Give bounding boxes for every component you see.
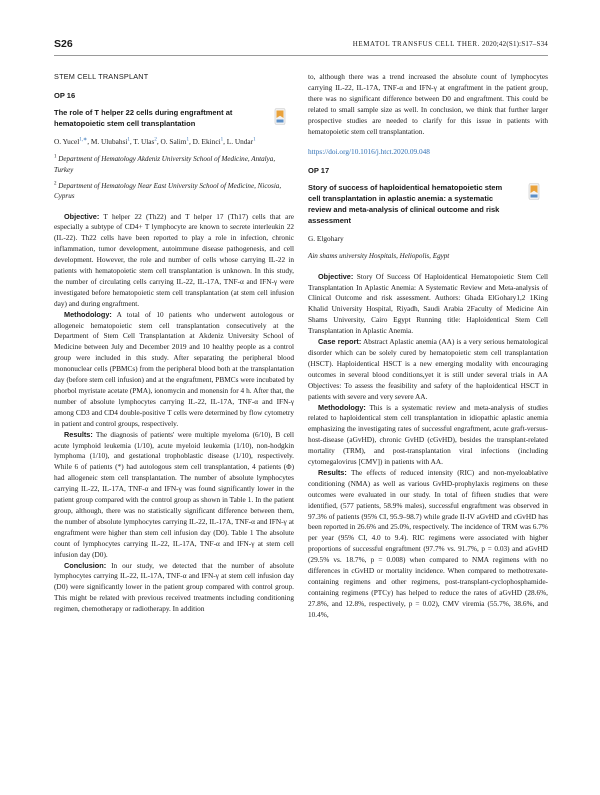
op16-title-row bbox=[54, 108, 294, 130]
author: L. Undar$^1$ bbox=[226, 137, 256, 147]
left-column bbox=[54, 72, 294, 615]
op16-objective: Objective: T helper 22 (Th22) and T helper 17 (Th17) cells that are especially a subtype of CD4+ T lymphocyte are known to secrete interleukin 22 (IL-22). Th22 cells have been reported to play a role in infection, chronic inflammation, tumor development, autoimmune disease pathogenesis, and cell development. However, the role and number of cells whose carrying IL-22 in patients with hematopoietic stem cell transplantation is unknown. In this study, the number of circulating cells carrying IL-22, IL-17A, TNF-α and IFN-γ were investigated before hematopoietic stem cell transplantation (at stem cell infusion day) and during engraftment. bbox=[54, 211, 294, 308]
op17-objective: Objective: Story Of Success Of Haploidentical Hematopoietic Stem Cell Transplantation In Aplastic Anemia: A Systematic Review and Meta-analysis of Clinical Outcome and risk assessment. Authors: Ghada ElGohary1,2 1King Khalid University Hospital, Riyadh, Saudi Arabia 2Faculty of Medicine Ain Shams University, Cairo Egypt Running title: Haploidentical Stem Cell Transplantation in Aplastic Anemia. bbox=[308, 271, 548, 336]
page-number: S26 bbox=[54, 38, 73, 50]
abstract-code-op16: OP 16 bbox=[54, 90, 76, 100]
op16-conclusion: Conclusion: In our study, we detected that the number of absolute lymphocytes carrying IL-22, IL-17A, TNF-α and IFN-γ at stem cell infusion day (D0) were significantly lower in the patient group compared with control group. This might be related with previous received treatments including conditioning regimen, chemotherapy or radiotherapy. In addition bbox=[54, 560, 294, 614]
doi-link[interactable]: https://doi.org/10.1016/j.htct.2020.09.048 bbox=[308, 147, 430, 157]
op16-methodology: Methodology: A total of 10 patients who underwent autologous or allogeneic hematopoietic stem cell transplantation consecutively at the Department of Stem Cell Transplantation at Akdeniz University School of Medicine between July and December 2019 and 10 healthy people as a control group were included in this study. After separating the peripheral blood mononuclear cells (PBMCs) from the peripheral blood both at the transplantation day (before stem cell infusion) and at the engraftment, PBMCs were incubated by phorbol myristate acetate (PMA), ionomycin and monensin for 4 h. After that, the number of absolute lymphocytes carrying IL-22, IL-17A, TNF-α and IFN-γ among CD3 and CD4 double-positive T cells were determined by flow cytometry in patient and control groups, respectively. bbox=[54, 309, 295, 428]
header-rule bbox=[54, 55, 548, 56]
op17-results: Results: The effects of reduced intensity (RIC) and non-myeloablative conditioning (NMA) as well as various GvHD-prophylaxis regimens on these outcomes were evaluated in our study. In total of fifteen studies that were identified, (577 patients, 58.9% males), successful engraftment was observed in 97.3% of patients (95% CI, 95.9–98.7) while grade II-IV aGvHD and cGvHD has been reported in 26.6% and 25.0%, respectively. The incidence of TRM was 6.7% per year (95% CI, 4.0 to 9.4). RIC regimens were associated with higher proportions of successful engraftment (97.7% vs. 91.7%, p = 0.03) and aGvHD (29.5% vs. 18.7%, p = 0.008) when compared to NMA regimens with no differences in cGvHD or mortality incidence. When compared to methotrexate-containing regimens and other regimens, post-transplant-cyclophosphamide-containing regimens (PTCy) has helped to reduce the rates of aGvHD (28.6%, 27.8%, and 12.8%, respectively, p = 0.02), CMV viremia (55.7%, 38.6%, and 10.4%, bbox=[308, 467, 548, 619]
right-column bbox=[308, 72, 548, 621]
crossmark-icon[interactable] bbox=[528, 183, 540, 200]
op17-case-report: Case report: Abstract Aplastic anemia (AA) is a very serious hematological disorder which can be solely cured by hematopoietic stem cell transplantation (HSCT). Haploidentical HSCT is a new emerging modality with encouraging outcomes in several blood conditions,yet it is still under several trials in AA Objectives: To assess the feasibility and safety of the haploidentical HSCT in patients with severe and very severe AA. bbox=[308, 337, 548, 401]
author: M. Ulubahsi$^1$, bbox=[90, 137, 134, 147]
section-heading: STEM CELL TRANSPLANT bbox=[54, 72, 149, 81]
op16-continuation: to, although there was a trend increased the absolute count of lymphocytes carrying IL-22, IL-17A, TNF-α and IFN-γ at engraftment in the patient group, there was no significant difference between D0 and engraftment. This could be related to small sample size as well. In conclusion, we think that further larger prospective studies are needed to clarify for this issue in patients with hematopoietic stem cell transplantation. bbox=[308, 72, 548, 136]
op17-methodology: Methodology: This is a systematic review and meta-analysis of studies related to haploidentical stem cell transplantation in idiopathic aplastic anemia emphasizing the investigating rates of successful engraftment, acute graft-versus-host-disease (aGvHD), chronic GvHD (cGvHD), besides the transplant-related mortality (TRM), and post-transplantation viral infections (including cytomegalovirus [CMV]) in patients with AA. bbox=[308, 402, 548, 467]
author: D. Ekinci$^1$, bbox=[192, 137, 227, 147]
author: T. Ulas$^2$, bbox=[133, 137, 161, 147]
journal-volume: 2020;42(S1):S17–S34 bbox=[481, 40, 548, 48]
journal-citation bbox=[353, 40, 548, 48]
author: O. Salim$^1$, bbox=[160, 137, 193, 147]
running-header bbox=[54, 38, 548, 52]
author: O. Yucel$^{1,∗}$, bbox=[54, 137, 91, 147]
op17-author: G. Elgohary bbox=[308, 234, 344, 244]
abstract-code-op17: OP 17 bbox=[308, 166, 330, 176]
affiliation-1: $^1$ Department of Hematology Akdeniz University School of Medicine, Antalya, Turkey bbox=[54, 154, 276, 174]
op17-title: Story of success of haploidentical hematopoietic stem cell transplantation in aplastic anemia: a systematic review and meta-analysis of clinical outcome and risk assessment bbox=[308, 183, 503, 225]
op17-title-row bbox=[308, 183, 548, 226]
op16-authors bbox=[54, 137, 294, 148]
journal-name: HEMATOL TRANSFUS CELL THER. bbox=[352, 40, 481, 48]
op16-title: The role of T helper 22 cells during engraftment at hematopoietic stem cell transplantation bbox=[54, 107, 233, 128]
op16-results: Results: The diagnosis of patients' were multiple myeloma (6/10), B cell acute lymphoid leukemia (1/10), acute myeloid leukemia (1/10), non-hodgkin lymphoma (1/10), and gestational trophoblastic disease (1/10), respectively. While 6 of patients (*) had autologous stem cell transplantation, 4 patients (Φ) had allogeneic stem cell transplantation. The number of absolute lymphocytes carrying IL-22, IL-17A, TNF-α and IFN-γ was found significantly lower in the patient group compared with the control group as shown in Table 1. In the patient group, although, there was no statistically significant difference between them, the number of absolute lymphocytes carrying IL-22, IL-17A, TNF-α and IFN-γ at engraftment were higher than stem cell infusion day (D0). Table 1 The absolute count of lymphocytes carrying IL-22, IL-17A, TNF-α and IFN-γ at stem cell infusion day (D0). bbox=[54, 429, 294, 559]
op17-affiliation: Ain shams university Hospitals, Heliopolis, Egypt bbox=[308, 252, 450, 261]
crossmark-icon[interactable] bbox=[274, 108, 286, 125]
affiliation-2: $^2$ Department of Hematology Near East University School of Medicine, Nicosia, Cyprus bbox=[54, 181, 282, 201]
